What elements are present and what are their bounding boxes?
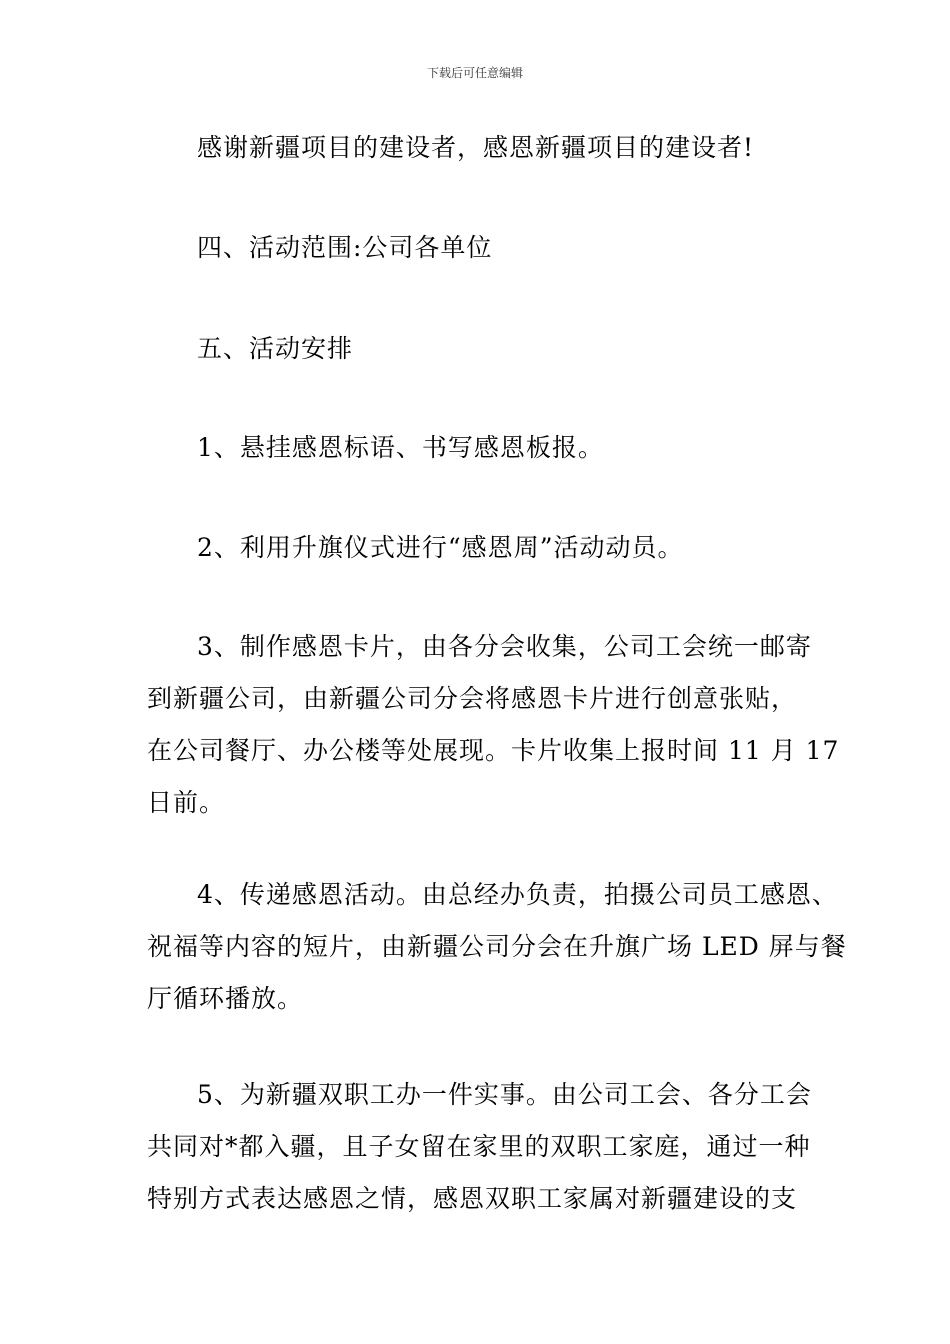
section-heading-arrangement	[147, 323, 817, 375]
paragraph-line: 五、活动安排	[197, 334, 354, 363]
paragraph-line: 4、传递感恩活动。由总经办负责，拍摄公司员工感恩、	[197, 880, 838, 909]
header-note: 下载后可任意编辑	[426, 66, 523, 80]
paragraph-line: 日前。	[147, 788, 226, 817]
paragraph-line: 厅循环播放。	[147, 984, 304, 1013]
paragraph-line: 共同对*都入疆，且子女留在家里的双职工家庭，通过一种	[147, 1132, 811, 1161]
list-item-1	[147, 422, 817, 474]
paragraph-line: 祝福等内容的短片，由新疆公司分会在升旗广场 LED 屏与餐	[147, 932, 847, 961]
list-item-5	[147, 1069, 817, 1225]
paragraph-line: 1、悬挂感恩标语、书写感恩板报。	[197, 433, 604, 462]
list-item-3	[147, 621, 840, 829]
list-item-2	[147, 522, 817, 574]
paragraph-line: 3、制作感恩卡片，由各分会收集，公司工会统一邮寄	[197, 632, 812, 661]
paragraph-line: 2、利用升旗仪式进行“感恩周”活动动员。	[197, 533, 684, 562]
paragraph-line: 四、活动范围:公司各单位	[197, 233, 493, 262]
list-item-4	[147, 869, 847, 1025]
paragraph-line: 到新疆公司，由新疆公司分会将感恩卡片进行创意张贴，	[147, 684, 798, 713]
paragraph-thanks	[147, 122, 817, 174]
paragraph-line: 感谢新疆项目的建设者，感恩新疆项目的建设者!	[197, 133, 755, 162]
section-heading-scope	[147, 222, 817, 274]
paragraph-line: 5、为新疆双职工办一件实事。由公司工会、各分工会	[197, 1080, 812, 1109]
paragraph-line: 特别方式表达感恩之情，感恩双职工家属对新疆建设的支	[147, 1184, 798, 1213]
paragraph-line: 在公司餐厅、办公楼等处展现。卡片收集上报时间 11 月 17	[147, 736, 840, 765]
